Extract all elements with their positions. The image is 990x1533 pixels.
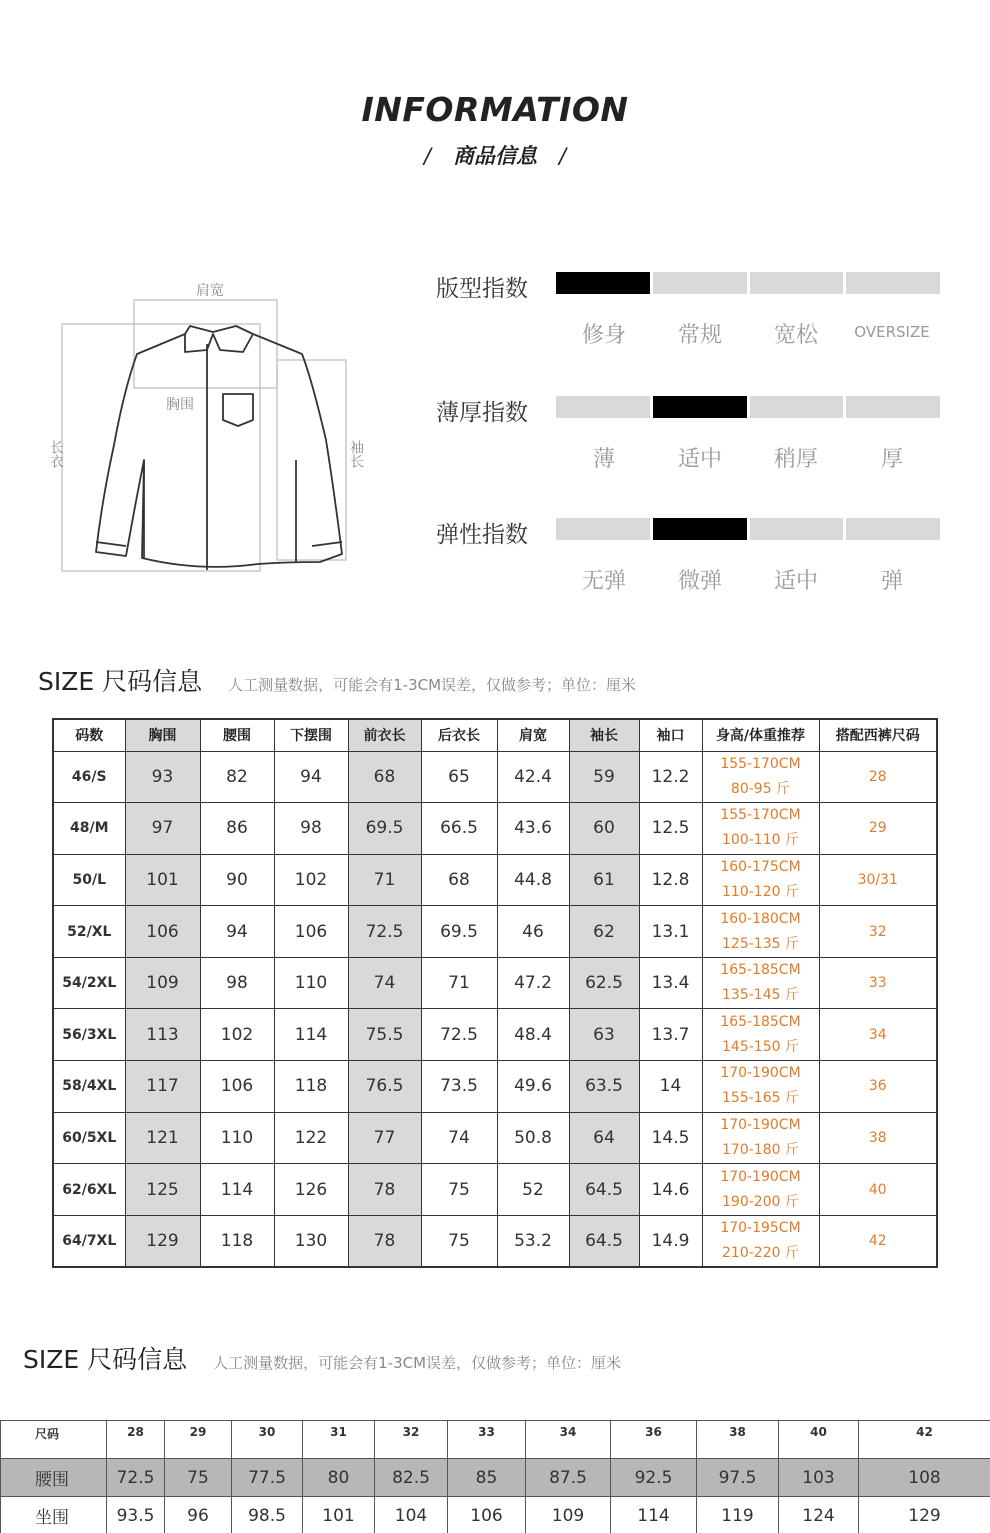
measurement-cell: 12.8 [639, 854, 702, 906]
measurement-cell: 80 [303, 1459, 375, 1497]
measurement-cell: 14.5 [639, 1112, 702, 1164]
fit-index-options [556, 318, 940, 349]
measurement-cell: 122 [274, 1112, 348, 1164]
subtitle-slash-left: / [423, 144, 431, 168]
measurement-cell: 68 [421, 854, 497, 906]
measurement-cell: 75.5 [348, 1009, 421, 1061]
sleeve-length-label: 袖长 [348, 440, 364, 468]
measurement-cell: 90 [200, 854, 274, 906]
size-cell: 58/4XL [53, 1061, 125, 1113]
measurement-cell: 129 [859, 1497, 990, 1533]
pants-size-cell: 29 [819, 803, 937, 855]
pants-size-cell: 30/31 [819, 854, 937, 906]
measurement-cell: 72.5 [107, 1459, 165, 1497]
size-cell: 46/S [53, 751, 125, 803]
thickness-index [436, 394, 956, 484]
column-header: 胸围 [125, 719, 200, 751]
weight-recommendation: 80-95 斤 [730, 780, 791, 797]
pants-size-cell: 28 [819, 751, 937, 803]
measurement-cell: 40 [779, 1421, 859, 1459]
thickness-seg-2 [653, 396, 747, 418]
row-label-cell: 尺码 [1, 1421, 107, 1459]
fit-seg-4 [846, 272, 940, 294]
column-header: 搭配西裤尺码 [819, 719, 937, 751]
size-cell: 50/L [53, 854, 125, 906]
shirt-size-table [52, 718, 938, 1268]
measurement-cell: 124 [779, 1497, 859, 1533]
fit-seg-2 [653, 272, 747, 294]
measurement-cell: 13.7 [639, 1009, 702, 1061]
pants-size-cell: 36 [819, 1061, 937, 1113]
measurement-cell: 101 [125, 854, 200, 906]
measurement-cell: 53.2 [497, 1215, 569, 1267]
elasticity-seg-4 [846, 518, 940, 540]
measurement-cell: 13.1 [639, 906, 702, 958]
measurement-cell: 98 [274, 803, 348, 855]
column-header: 腰围 [200, 719, 274, 751]
weight-recommendation: 170-180 斤 [722, 1141, 799, 1158]
pants-size-heading-text: SIZE 尺码信息 [23, 1345, 188, 1374]
measurement-cell: 85 [448, 1459, 526, 1497]
measurement-cell: 87.5 [526, 1459, 611, 1497]
measurement-cell: 50.8 [497, 1112, 569, 1164]
measurement-cell: 110 [200, 1112, 274, 1164]
measurement-cell: 101 [303, 1497, 375, 1533]
measurement-cell: 109 [125, 957, 200, 1009]
measurement-cell: 102 [200, 1009, 274, 1061]
size-cell: 54/2XL [53, 957, 125, 1009]
height-weight-cell [702, 957, 819, 1009]
column-header: 下摆围 [274, 719, 348, 751]
pants-size-cell: 40 [819, 1164, 937, 1216]
table-row [53, 854, 937, 906]
thickness-option: 厚 [880, 447, 903, 472]
height-recommendation: 155-170CM [720, 807, 801, 824]
thickness-index-options [556, 442, 940, 473]
pants-size-cell: 34 [819, 1009, 937, 1061]
table-row [53, 803, 937, 855]
subtitle-slash-right: / [559, 144, 567, 168]
measurement-cell: 31 [303, 1421, 375, 1459]
measurement-cell: 63.5 [569, 1061, 639, 1113]
measurement-cell: 117 [125, 1061, 200, 1113]
measurement-cell: 44.8 [497, 854, 569, 906]
measurement-cell: 93 [125, 751, 200, 803]
measurement-cell: 69.5 [421, 906, 497, 958]
measurement-cell: 64 [569, 1112, 639, 1164]
thickness-seg-4 [846, 396, 940, 418]
measurement-cell: 60 [569, 803, 639, 855]
measurement-cell: 97.5 [697, 1459, 779, 1497]
measurement-cell: 29 [165, 1421, 232, 1459]
thickness-option: 适中 [677, 447, 722, 472]
height-weight-cell [702, 1061, 819, 1113]
thickness-option: 稍厚 [773, 447, 818, 472]
size-cell: 48/M [53, 803, 125, 855]
height-weight-cell [702, 1164, 819, 1216]
pants-size-cell: 38 [819, 1112, 937, 1164]
table-row [53, 751, 937, 803]
table-row [53, 906, 937, 958]
measurement-cell: 130 [274, 1215, 348, 1267]
measurement-cell: 71 [348, 854, 421, 906]
row-label-cell: 坐围 [1, 1497, 107, 1533]
table-row [1, 1497, 990, 1533]
thickness-index-bar [556, 396, 940, 418]
measurement-cell: 14.9 [639, 1215, 702, 1267]
measurement-cell: 61 [569, 854, 639, 906]
size-cell: 56/3XL [53, 1009, 125, 1061]
size-cell: 52/XL [53, 906, 125, 958]
column-header: 肩宽 [497, 719, 569, 751]
thickness-index-title: 薄厚指数 [436, 400, 528, 426]
measurement-cell: 98.5 [232, 1497, 303, 1533]
column-header: 身高/体重推荐 [702, 719, 819, 751]
weight-recommendation: 100-110 斤 [722, 832, 799, 849]
height-recommendation: 170-195CM [720, 1219, 801, 1236]
measurement-cell: 46 [497, 906, 569, 958]
column-header: 袖口 [639, 719, 702, 751]
pants-size-cell: 32 [819, 906, 937, 958]
elasticity-index-title: 弹性指数 [436, 522, 528, 548]
row-label-cell: 腰围 [1, 1459, 107, 1497]
height-recommendation: 160-175CM [720, 858, 801, 875]
size-cell: 60/5XL [53, 1112, 125, 1164]
elasticity-seg-3 [750, 518, 844, 540]
thickness-seg-1 [556, 396, 650, 418]
measurement-cell: 34 [526, 1421, 611, 1459]
shirt-illustration-icon [40, 270, 380, 590]
elasticity-index [436, 516, 956, 606]
measurement-cell: 76.5 [348, 1061, 421, 1113]
measurement-cell: 59 [569, 751, 639, 803]
column-header: 后衣长 [421, 719, 497, 751]
measurement-cell: 78 [348, 1164, 421, 1216]
weight-recommendation: 145-150 斤 [722, 1038, 799, 1055]
height-recommendation: 170-190CM [720, 1065, 801, 1082]
elasticity-option: 微弹 [677, 569, 722, 594]
table-row [53, 1009, 937, 1061]
measurement-cell: 75 [165, 1459, 232, 1497]
measurement-cell: 114 [611, 1497, 697, 1533]
measurement-cell: 114 [200, 1164, 274, 1216]
column-header: 码数 [53, 719, 125, 751]
measurement-cell: 64.5 [569, 1164, 639, 1216]
size-section-heading [38, 662, 636, 698]
elasticity-index-options [556, 564, 940, 595]
weight-recommendation: 155-165 斤 [722, 1090, 799, 1107]
fit-index-title: 版型指数 [436, 276, 528, 302]
measurement-cell: 63 [569, 1009, 639, 1061]
measurement-cell: 48.4 [497, 1009, 569, 1061]
measurement-cell: 82.5 [375, 1459, 448, 1497]
pants-size-section-heading [23, 1340, 621, 1376]
weight-recommendation: 210-220 斤 [722, 1244, 799, 1261]
measurement-cell: 47.2 [497, 957, 569, 1009]
fit-option: 常规 [677, 323, 722, 348]
measurement-cell: 62 [569, 906, 639, 958]
thickness-option: 薄 [592, 447, 615, 472]
measurement-cell: 42 [859, 1421, 990, 1459]
measurement-cell: 12.5 [639, 803, 702, 855]
pants-size-heading-note: 人工测量数据，可能会有1-3CM误差，仅做参考；单位：厘米 [213, 1354, 622, 1372]
fit-option: OVERSIZE [854, 323, 930, 341]
measurement-cell: 49.6 [497, 1061, 569, 1113]
elasticity-option: 适中 [773, 569, 818, 594]
measurement-cell: 30 [232, 1421, 303, 1459]
height-recommendation: 170-190CM [720, 1168, 801, 1185]
length-label: 长衣 [48, 440, 64, 468]
measurement-cell: 72.5 [348, 906, 421, 958]
measurement-cell: 64.5 [569, 1215, 639, 1267]
measurement-cell: 110 [274, 957, 348, 1009]
measurement-cell: 73.5 [421, 1061, 497, 1113]
subtitle-text: 商品信息 [453, 144, 537, 168]
measurement-cell: 97 [125, 803, 200, 855]
shirt-measurement-diagram [40, 270, 380, 590]
measurement-cell: 33 [448, 1421, 526, 1459]
table-row [1, 1459, 990, 1497]
size-heading-text: SIZE 尺码信息 [38, 667, 203, 696]
measurement-cell: 92.5 [611, 1459, 697, 1497]
fit-option: 宽松 [773, 323, 818, 348]
measurement-cell: 106 [200, 1061, 274, 1113]
measurement-cell: 14 [639, 1061, 702, 1113]
size-heading-note: 人工测量数据，可能会有1-3CM误差，仅做参考；单位：厘米 [228, 676, 637, 694]
measurement-cell: 13.4 [639, 957, 702, 1009]
elasticity-seg-2 [653, 518, 747, 540]
table-row [53, 1164, 937, 1216]
measurement-cell: 52 [497, 1164, 569, 1216]
measurement-cell: 125 [125, 1164, 200, 1216]
measurement-cell: 68 [348, 751, 421, 803]
measurement-cell: 106 [125, 906, 200, 958]
measurement-cell: 43.6 [497, 803, 569, 855]
shoulder-width-label: 肩宽 [196, 283, 224, 299]
weight-recommendation: 135-145 斤 [722, 987, 799, 1004]
height-recommendation: 170-190CM [720, 1116, 801, 1133]
height-recommendation: 165-185CM [720, 1013, 801, 1030]
fit-index-bar [556, 272, 940, 294]
measurement-cell: 36 [611, 1421, 697, 1459]
measurement-cell: 75 [421, 1215, 497, 1267]
measurement-cell: 86 [200, 803, 274, 855]
fit-option: 修身 [581, 323, 626, 348]
height-weight-cell [702, 1215, 819, 1267]
chest-label: 胸围 [166, 397, 194, 413]
measurement-cell: 82 [200, 751, 274, 803]
measurement-cell: 62.5 [569, 957, 639, 1009]
weight-recommendation: 125-135 斤 [722, 935, 799, 952]
size-cell: 64/7XL [53, 1215, 125, 1267]
measurement-cell: 129 [125, 1215, 200, 1267]
column-header: 前衣长 [348, 719, 421, 751]
fit-seg-3 [750, 272, 844, 294]
table-row [1, 1421, 990, 1459]
measurement-cell: 66.5 [421, 803, 497, 855]
page-title: INFORMATION [361, 90, 629, 129]
measurement-cell: 121 [125, 1112, 200, 1164]
fit-index [436, 270, 956, 360]
measurement-cell: 98 [200, 957, 274, 1009]
pants-size-cell: 42 [819, 1215, 937, 1267]
measurement-cell: 78 [348, 1215, 421, 1267]
height-weight-cell [702, 803, 819, 855]
measurement-cell: 38 [697, 1421, 779, 1459]
weight-recommendation: 190-200 斤 [722, 1193, 799, 1210]
measurement-cell: 65 [421, 751, 497, 803]
measurement-cell: 94 [274, 751, 348, 803]
measurement-cell: 69.5 [348, 803, 421, 855]
height-recommendation: 165-185CM [720, 962, 801, 979]
measurement-cell: 103 [779, 1459, 859, 1497]
measurement-cell: 77.5 [232, 1459, 303, 1497]
elasticity-option: 无弹 [581, 569, 626, 594]
elasticity-index-bar [556, 518, 940, 540]
height-weight-cell [702, 1009, 819, 1061]
table-row [53, 1215, 937, 1267]
height-recommendation: 155-170CM [720, 755, 801, 772]
height-weight-cell [702, 906, 819, 958]
measurement-cell: 126 [274, 1164, 348, 1216]
pants-size-cell: 33 [819, 957, 937, 1009]
measurement-cell: 28 [107, 1421, 165, 1459]
measurement-cell: 96 [165, 1497, 232, 1533]
table-row [53, 1112, 937, 1164]
measurement-cell: 77 [348, 1112, 421, 1164]
height-weight-cell [702, 751, 819, 803]
measurement-cell: 14.6 [639, 1164, 702, 1216]
size-cell: 62/6XL [53, 1164, 125, 1216]
measurement-cell: 118 [274, 1061, 348, 1113]
measurement-cell: 113 [125, 1009, 200, 1061]
measurement-cell: 71 [421, 957, 497, 1009]
measurement-cell: 74 [348, 957, 421, 1009]
weight-recommendation: 110-120 斤 [722, 883, 799, 900]
measurement-cell: 42.4 [497, 751, 569, 803]
measurement-cell: 12.2 [639, 751, 702, 803]
page-subtitle [0, 140, 990, 170]
height-recommendation: 160-180CM [720, 910, 801, 927]
measurement-cell: 74 [421, 1112, 497, 1164]
measurement-cell: 93.5 [107, 1497, 165, 1533]
measurement-cell: 109 [526, 1497, 611, 1533]
fit-seg-1 [556, 272, 650, 294]
measurement-cell: 72.5 [421, 1009, 497, 1061]
elasticity-seg-1 [556, 518, 650, 540]
table-header-row [53, 719, 937, 751]
measurement-cell: 114 [274, 1009, 348, 1061]
height-weight-cell [702, 1112, 819, 1164]
measurement-cell: 118 [200, 1215, 274, 1267]
pants-size-table [0, 1420, 990, 1533]
height-weight-cell [702, 854, 819, 906]
measurement-cell: 75 [421, 1164, 497, 1216]
measurement-cell: 119 [697, 1497, 779, 1533]
measurement-cell: 108 [859, 1459, 990, 1497]
elasticity-option: 弹 [880, 569, 903, 594]
measurement-cell: 106 [274, 906, 348, 958]
measurement-cell: 104 [375, 1497, 448, 1533]
measurement-cell: 102 [274, 854, 348, 906]
measurement-cell: 106 [448, 1497, 526, 1533]
thickness-seg-3 [750, 396, 844, 418]
measurement-cell: 32 [375, 1421, 448, 1459]
measurement-cell: 94 [200, 906, 274, 958]
table-row [53, 957, 937, 1009]
column-header: 袖长 [569, 719, 639, 751]
table-row [53, 1061, 937, 1113]
